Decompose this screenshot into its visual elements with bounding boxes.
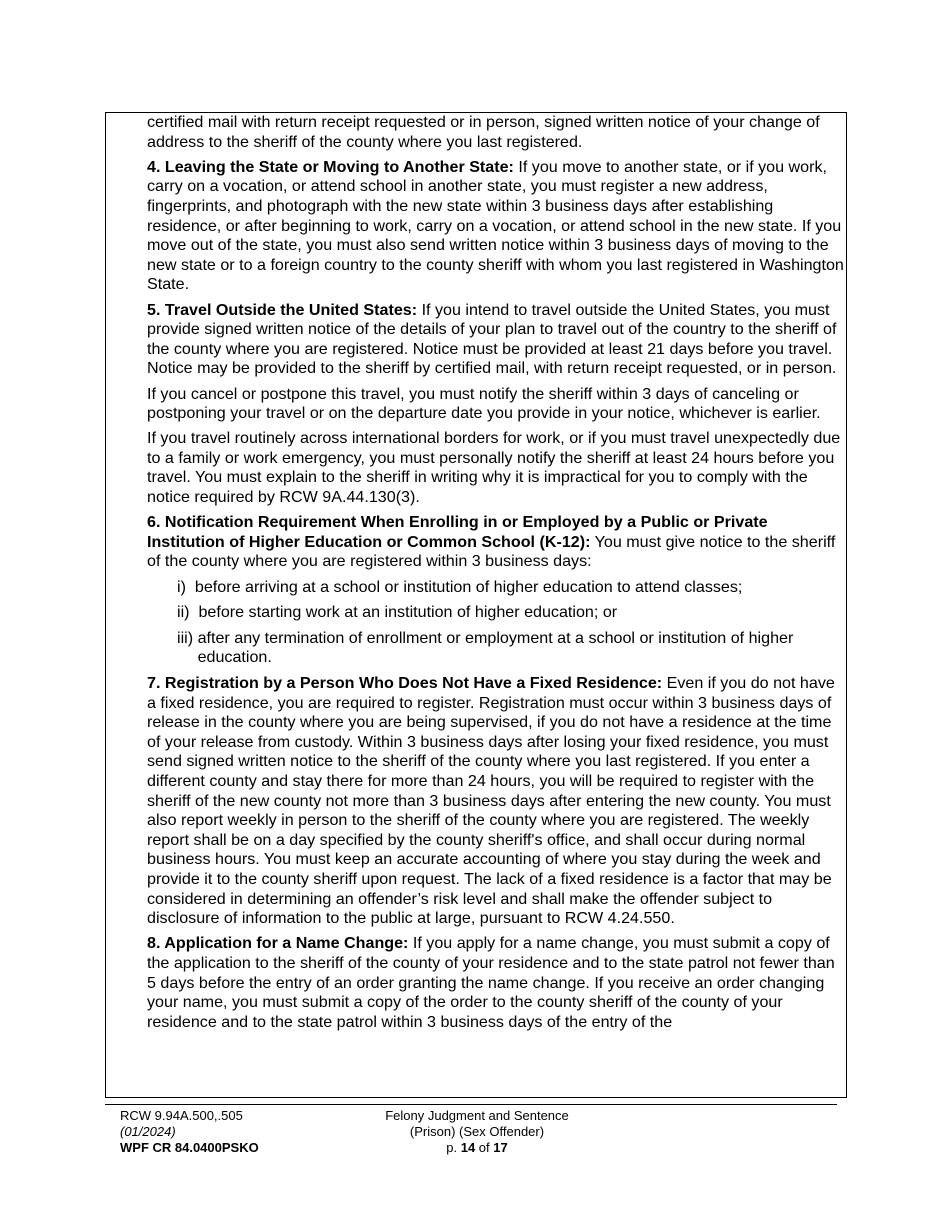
list-item [177,578,847,598]
page-number [377,1140,577,1156]
footer-form-id: WPF CR 84.0400PSKO [120,1140,259,1155]
section-6-list [147,578,847,668]
footer-rcw: RCW 9.94A.500,.505 [120,1108,243,1123]
page-current: 14 [460,1140,476,1155]
footer-title-line1: Felony Judgment and Sentence [385,1108,569,1123]
section-5 [147,301,847,379]
list-item-text: before arriving at a school or institution of higher education to attend classes; [194,577,743,596]
section-5-heading: 5. Travel Outside the United States: [147,300,418,319]
footer-date: (01/2024) [120,1124,176,1139]
footer-center [377,1108,577,1156]
list-item-number: iii) [177,628,198,647]
section-4-heading: 4. Leaving the State or Moving to Another State: [147,157,514,176]
list-item [177,629,847,668]
list-item-number: ii) [177,603,199,622]
section-7-heading: 7. Registration by a Person Who Does Not Have a Fixed Residence: [147,674,663,692]
document-body [147,113,847,1038]
footer-divider [105,1104,837,1105]
section-8 [147,934,847,1032]
page-total: 17 [493,1140,508,1155]
section-7 [147,674,847,929]
list-item-text: before starting work at an institution of higher education; or [198,603,618,622]
document-frame [105,112,847,1098]
page-prefix: p. [446,1140,461,1155]
section-5-paragraph-2: If you cancel or postpone this travel, you must notify the sheriff within 3 days of canceling or postponing your travel or on the departure date you provide in your notice, whichever is earlier. [147,384,821,423]
section-5-text: If you intend to travel outside the United States, you must provide signed written notice of the details of your plan to travel out of the country to the sheriff of the county where you are registered. Notice must be provided at least 21 days before you travel. Notice may be provided to the sheriff by certified mail, with return receipt requested, or in person. [147,300,837,378]
intro-paragraph: certified mail with return receipt requested or in person, signed written notice of your change of address to the sheriff of the county where you last registered. [147,113,820,151]
section-7-text: Even if you do not have a fixed residence, you are required to register. Registration must occur within 3 business days of release in the county where you are being supervised, if you do not have a residence at the time of your release from custody. Within 3 business days after losing your fixed residence, you must send signed written notice to the sheriff of the county where you last registered. If you enter a different county and stay there for more than 24 hours, you will be required to register with the sheriff of the new county not more than 3 business days after entering the new county. You must also report weekly in person to the sheriff of the county where you are registered. The weekly report shall be on a day specified by the county sheriff's office, and shall occur during normal business hours. You must keep an accurate accounting of where you stay during the week and provide it to the county sheriff upon request. The lack of a fixed residence is a factor that may be considered in determining an offender’s risk level and shall make the offender subject to disclosure of information to the public at large, pursuant to RCW 4.24.550. [147,674,835,928]
section-4 [147,158,847,295]
list-item-number: i) [177,577,195,596]
list-item-text: after any termination of enrollment or employment at a school or institution of higher education. [197,628,794,667]
section-5-paragraph-3: If you travel routinely across international borders for work, or if you must travel unexpectedly due to a family or work emergency, you must personally notify the sheriff at least 24 hours before you travel. You must explain to the sheriff in writing why it is impractical for you to comply with the notice required by RCW 9A.44.130(3). [147,429,841,507]
footer-title-line2: (Prison) (Sex Offender) [409,1124,545,1139]
page-of: of [475,1140,494,1155]
section-6 [147,513,847,572]
list-item [177,603,847,623]
section-4-text: If you move to another state, or if you work, carry on a vocation, or attend school in another state, you must register a new address, fingerprints, and photograph with the new state within 3 business days after establishing residence, or after beginning to work, carry on a vocation, or attend school in the new state. If you move out of the state, you must also send written notice within 3 business days of moving to the new state or to a foreign country to the county sheriff with whom you last registered in Washington State. [147,157,844,294]
footer-left [120,1108,259,1156]
section-8-text: If you apply for a name change, you must submit a copy of the application to the sheriff of the county of your residence and to the state patrol not fewer than 5 days before the entry of an order granting the name change. If you receive an order changing your name, you must submit a copy of the order to the county sheriff of the county of your residence and to the state patrol within 3 business days of the entry of the [147,934,835,1031]
section-8-heading: 8. Application for a Name Change: [147,934,409,953]
section-6-heading: 6. Notification Requirement When Enrolling in or Employed by a Public or Private Institution of Higher Education or Common School (K-12): [147,513,768,551]
section-6-text: You must give notice to the sheriff of the county where you are registered within 3 business days: [147,532,836,571]
